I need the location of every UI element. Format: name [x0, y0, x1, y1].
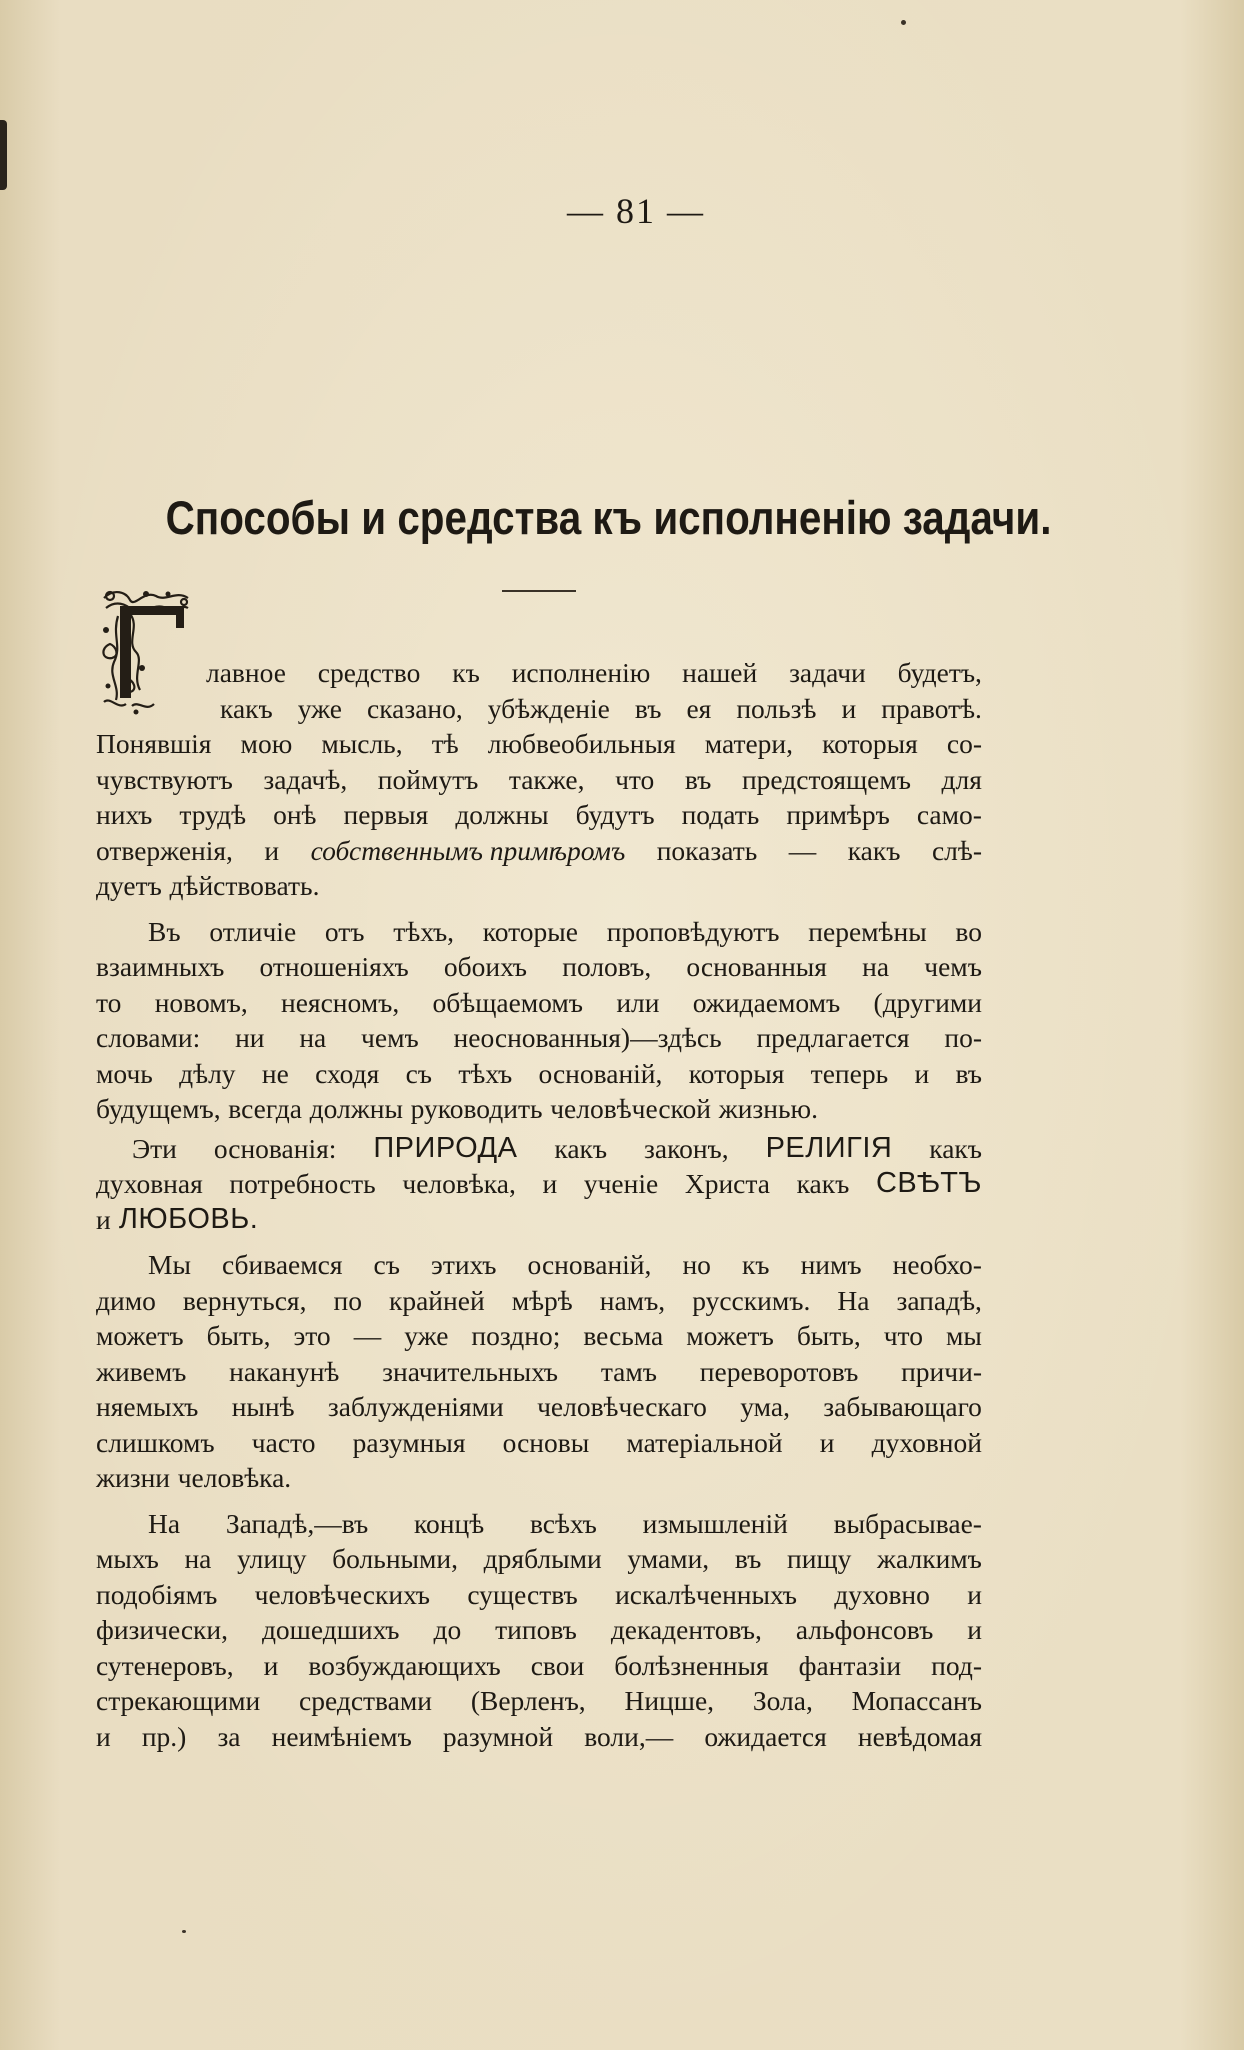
binding-mark [0, 120, 7, 190]
word: матери, [704, 728, 794, 759]
text-line [96, 726, 982, 762]
word: больными, [332, 1543, 459, 1574]
word: чувствуютъ [96, 763, 233, 795]
text-line [96, 949, 982, 985]
word: матеріальной [626, 1426, 783, 1458]
word: ни [235, 1022, 265, 1053]
text-line [96, 833, 982, 869]
word: по [333, 1284, 362, 1316]
text-line [96, 1166, 982, 1202]
word: въ [634, 692, 662, 724]
word: и [96, 1720, 111, 1752]
text-line [96, 1648, 982, 1684]
word: можетъ [686, 1320, 774, 1351]
word: нынѣ [231, 1391, 295, 1422]
word: что [883, 1320, 923, 1351]
word: жизни [96, 1462, 171, 1493]
page-number: — 81 — [567, 191, 705, 231]
word: Зола, [752, 1685, 813, 1716]
capitalized-term: РЕЛИГІЯ [765, 1131, 893, 1164]
word: под- [931, 1649, 982, 1681]
text-line [96, 1318, 982, 1354]
paragraph-4 [96, 1247, 982, 1496]
word: должны [309, 1093, 403, 1124]
word: руководить [410, 1093, 543, 1124]
word: трудѣ [179, 799, 247, 830]
paragraph-1 [96, 655, 982, 904]
word: возбуждающихъ [308, 1649, 501, 1681]
word: тамъ [600, 1355, 657, 1387]
word: ученіе [583, 1168, 659, 1199]
word: предлагается [756, 1022, 910, 1053]
word: съ [405, 1057, 433, 1089]
word: духовная [96, 1168, 203, 1199]
text-line [96, 797, 982, 833]
text-line [96, 1506, 982, 1542]
word: мыхъ [96, 1543, 159, 1574]
word: сходя [315, 1057, 380, 1089]
word: На [148, 1507, 181, 1539]
word: дѣйствовать. [169, 870, 320, 901]
word: не [261, 1057, 289, 1089]
word: и [264, 834, 280, 866]
word: всегда [228, 1093, 302, 1124]
word: улицу [237, 1543, 307, 1574]
text-line [96, 1131, 982, 1167]
word: человѣческаго [537, 1391, 707, 1422]
word: человѣческой [550, 1093, 711, 1124]
word: чемъ [361, 1022, 419, 1053]
word: измышленій [642, 1507, 788, 1539]
word: тѣхъ [458, 1057, 513, 1089]
word: подать [681, 799, 760, 830]
word: живемъ [96, 1355, 187, 1387]
word: будущемъ, [96, 1093, 221, 1124]
word: русскимъ. [692, 1284, 811, 1316]
word: правотѣ. [881, 692, 982, 724]
word: и [967, 1614, 982, 1645]
word: ожидается [704, 1720, 827, 1752]
word: новомъ, [154, 986, 248, 1018]
word: мысль, [321, 728, 403, 759]
word: что [615, 763, 655, 795]
word: Западѣ,—въ [225, 1507, 369, 1539]
word: Въ [148, 915, 181, 947]
text-line [96, 655, 982, 691]
word: въ [734, 1543, 762, 1574]
word: На [837, 1284, 870, 1316]
word: и [263, 1649, 279, 1681]
word: разумной [442, 1720, 554, 1752]
word: заблужденіями [327, 1391, 504, 1422]
text-line [96, 1577, 982, 1613]
word: съ [373, 1249, 400, 1280]
word: ожидаемомъ [692, 986, 841, 1018]
word: свои [530, 1649, 585, 1681]
word: основаній, [538, 1057, 663, 1089]
word: неясномъ, [281, 986, 400, 1018]
word: законъ, [644, 1132, 729, 1164]
text-line [96, 1056, 982, 1092]
paragraph-2 [96, 914, 982, 1127]
word: будетъ, [897, 657, 982, 688]
word: словами: [96, 1022, 201, 1053]
word: отъ [324, 915, 365, 947]
word: физически, [96, 1614, 228, 1645]
word: за [217, 1720, 241, 1752]
word: всѣхъ [529, 1507, 597, 1539]
word: дряблыми [483, 1543, 602, 1574]
word: — [353, 1320, 382, 1351]
word: пр.) [141, 1720, 187, 1752]
word: поймутъ [377, 763, 479, 795]
word: для [941, 763, 982, 795]
word: показать [656, 834, 758, 866]
word: уже [404, 1320, 449, 1351]
word: въ [684, 763, 712, 795]
word: — [788, 834, 817, 866]
word: убѣжденіе [487, 692, 610, 724]
word: на [862, 951, 890, 982]
word: задачѣ, [263, 763, 348, 795]
word: ея [686, 692, 712, 724]
word: концѣ [414, 1507, 485, 1539]
text-line [96, 1247, 982, 1283]
word: нихъ [96, 799, 153, 830]
word: намъ, [599, 1284, 666, 1316]
word: ума, [740, 1391, 790, 1422]
text-line [96, 1425, 982, 1461]
word: невѣдомая [857, 1720, 982, 1752]
word: сказано, [367, 692, 463, 724]
word: подобіямъ [96, 1578, 218, 1610]
paragraph-5 [96, 1506, 982, 1755]
word: духовно [834, 1578, 930, 1610]
word: существъ [467, 1578, 578, 1610]
word: няемыхъ [96, 1391, 199, 1422]
word: нашей [682, 657, 758, 688]
word: фантазіи [798, 1649, 902, 1681]
word: сбиваемся [221, 1249, 343, 1280]
word: неимѣніемъ [271, 1720, 412, 1752]
word: которые [482, 915, 578, 947]
word: Понявшія [96, 728, 212, 759]
word: человѣческихъ [254, 1578, 431, 1610]
word: или [616, 986, 660, 1018]
word: на [184, 1543, 212, 1574]
word: переворотовъ [699, 1355, 859, 1387]
word: сутенеровъ, [96, 1649, 234, 1681]
word: любвеобильныя [487, 728, 676, 759]
word: до [433, 1614, 462, 1645]
word: отличіе [209, 915, 297, 947]
word: и [819, 1426, 835, 1458]
text-line [96, 868, 982, 904]
text-line [96, 1202, 982, 1238]
word: какъ [220, 692, 273, 724]
text-line [96, 1541, 982, 1577]
word: примѣръ [786, 799, 890, 830]
section-heading: Способы и средства къ исполненію задачи. [165, 491, 1052, 544]
word: и [841, 692, 857, 724]
word: Мы [148, 1249, 191, 1280]
word: вернуться, [182, 1284, 307, 1316]
word: но [682, 1249, 711, 1280]
word: дуетъ [96, 870, 162, 901]
word: проповѣдуютъ [606, 915, 780, 947]
capitalized-term: СВѢТЪ [875, 1167, 982, 1199]
text-line [96, 985, 982, 1021]
word: по- [944, 1022, 982, 1053]
word: это [293, 1320, 331, 1351]
word: перемѣны [808, 915, 927, 947]
emphasized-phrase: собственнымъ примѣромъ [310, 834, 626, 866]
word: можетъ [96, 1320, 184, 1351]
word: (другими [873, 986, 982, 1018]
word: неоснованныя)—здѣсь [453, 1022, 722, 1053]
word: жалкимъ [877, 1543, 982, 1574]
word: болѣзненныя [614, 1649, 769, 1681]
text-line [96, 1283, 982, 1319]
word: которыя [822, 728, 918, 759]
word: западѣ, [896, 1284, 982, 1316]
word: чемъ [924, 951, 982, 982]
word: будутъ [575, 799, 655, 830]
word: обѣщаемомъ [432, 986, 584, 1018]
word: человѣка, [402, 1168, 516, 1199]
heading-rule [502, 590, 576, 592]
word: умами, [627, 1543, 710, 1574]
word: теперь [810, 1057, 889, 1089]
word: половъ, [562, 951, 652, 982]
word: къ [452, 657, 480, 688]
word: основанія: [213, 1132, 337, 1164]
word: причи- [901, 1355, 982, 1387]
word: какъ [847, 834, 901, 866]
text-line [96, 1612, 982, 1648]
word: и [914, 1057, 930, 1089]
text-line [96, 691, 982, 727]
word: дѣлу [179, 1057, 236, 1089]
word: человѣка. [177, 1462, 292, 1493]
capitalized-term: ЛЮБОВЬ. [118, 1202, 259, 1235]
word: само- [916, 799, 982, 830]
word: нимъ [800, 1249, 862, 1280]
word: часто [251, 1426, 316, 1458]
word: мѣрѣ [511, 1284, 573, 1316]
word: то [96, 986, 122, 1018]
word: (Верленъ, [470, 1685, 586, 1716]
word: какъ [929, 1132, 982, 1164]
word: Мопассанъ [851, 1685, 982, 1716]
word: необхо- [892, 1249, 982, 1280]
word: тѣ [431, 728, 459, 759]
text-line [96, 762, 982, 798]
word: задачи [789, 657, 866, 688]
word: разумныя [352, 1426, 466, 1458]
word: также, [508, 763, 585, 795]
word: со- [946, 728, 982, 759]
word: и [96, 1203, 111, 1235]
text-line [96, 1354, 982, 1390]
word: основаній, [527, 1249, 652, 1280]
word: средство [317, 657, 421, 688]
word: выбрасывае- [833, 1507, 982, 1539]
word: быть, [796, 1320, 861, 1351]
word: забывающаго [823, 1391, 982, 1422]
word: значительныхъ [382, 1355, 559, 1387]
ink-speck [901, 20, 906, 25]
word: основанныя [686, 951, 827, 982]
word: предстоящемъ [741, 763, 911, 795]
word: должны [455, 799, 549, 830]
word: слѣ- [931, 834, 982, 866]
word: потребность [229, 1168, 376, 1199]
text-line [96, 1683, 982, 1719]
word: какъ [554, 1132, 608, 1164]
word: основы [502, 1426, 590, 1458]
word: духовной [871, 1426, 982, 1458]
word: жизнью. [718, 1093, 818, 1124]
word: исполненію [511, 657, 651, 688]
body-text [96, 655, 982, 1764]
word: и [967, 1578, 982, 1610]
word: и [542, 1168, 558, 1199]
word: декадентовъ, [610, 1614, 762, 1645]
capitalized-term: ПРИРОДА [373, 1131, 518, 1164]
word: онѣ [273, 799, 317, 830]
word: быть, [206, 1320, 271, 1351]
word: къ [741, 1249, 770, 1280]
word: лавное [206, 657, 286, 688]
text-line [96, 1389, 982, 1425]
word: мою [240, 728, 293, 759]
word: воли,— [584, 1720, 674, 1752]
word: крайней [388, 1284, 485, 1316]
word: которыя [688, 1057, 785, 1089]
word: весьма [583, 1320, 664, 1351]
word: пищу [787, 1543, 852, 1574]
ink-speck [182, 1930, 186, 1933]
word: типовъ [495, 1614, 577, 1645]
word: отношеніяхъ [259, 951, 409, 982]
text-line [96, 914, 982, 950]
word: обоихъ [443, 951, 528, 982]
text-line [96, 1719, 982, 1755]
word: Эти [132, 1132, 177, 1164]
word: искалѣченныхъ [615, 1578, 797, 1610]
word: пользѣ [736, 692, 817, 724]
word: первыя [343, 799, 429, 830]
word: отверженія, [96, 834, 233, 866]
word: Ницше, [624, 1685, 715, 1716]
word: мы [945, 1320, 982, 1351]
paragraph-3 [96, 1131, 982, 1238]
word: альфонсовъ [795, 1614, 934, 1645]
word: тѣхъ, [393, 915, 455, 947]
word: дошедшихъ [261, 1614, 400, 1645]
word: этихъ [431, 1249, 497, 1280]
word: димо [96, 1284, 156, 1316]
word: наканунѣ [229, 1355, 340, 1387]
word: поздно; [471, 1320, 561, 1351]
word: уже [297, 692, 342, 724]
word: на [299, 1022, 327, 1053]
word: мочь [96, 1057, 153, 1089]
word: средствами [299, 1685, 433, 1716]
text-line [96, 1020, 982, 1056]
word: какъ [796, 1168, 850, 1199]
word: въ [955, 1057, 982, 1089]
word: слишкомъ [96, 1426, 215, 1458]
word: Христа [684, 1168, 770, 1199]
text-line [96, 1091, 982, 1127]
word: стрекающими [96, 1685, 261, 1716]
text-line [96, 1460, 982, 1496]
word: во [955, 915, 982, 947]
word: взаимныхъ [96, 951, 225, 982]
